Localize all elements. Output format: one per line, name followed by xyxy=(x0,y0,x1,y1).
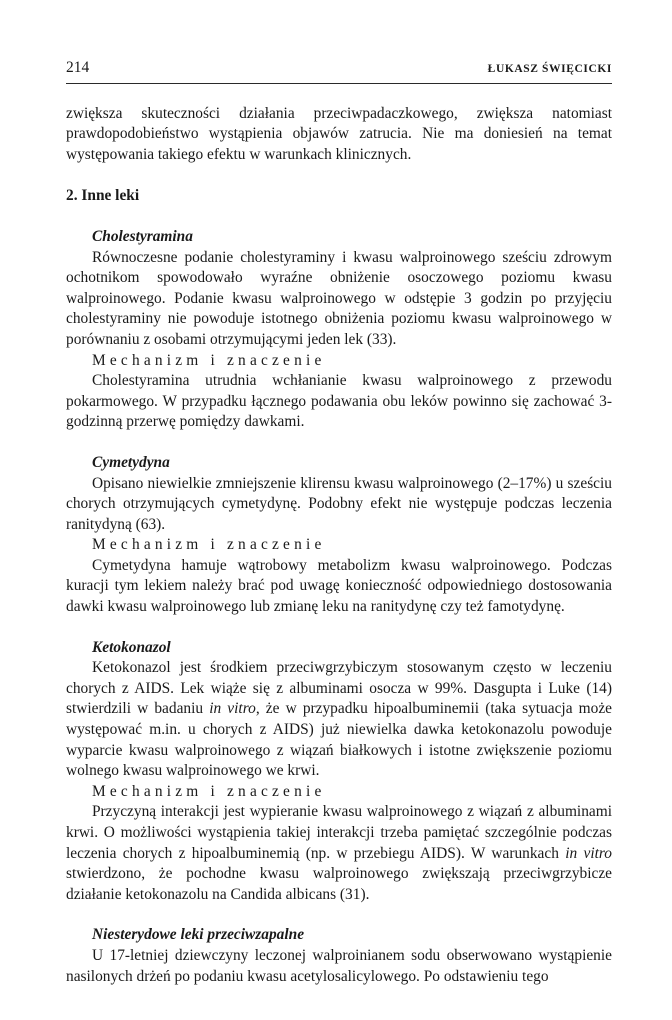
subsection-nlpz xyxy=(66,925,612,987)
section-heading: 2. Inne leki xyxy=(66,187,140,205)
body-text: Przyczyną interakcji jest wypieranie kwasu walproinowego z wiązań z albuminami krwi. O możliwości wystąpienia takiej interakcji trzeba pamiętać szczególnie podczas leczenia chorych z hipoalbuminemią (np. w przebiegu AIDS). W warunkach xyxy=(66,803,612,862)
subsection-body: U 17-letniej dziewczyny leczonej walproinianem sodu obserwowano wystąpienie nasilonych drżeń po podaniu kwasu acetylosalicylowego. Po odstawieniu tego xyxy=(66,946,612,985)
body-text: stwierdzono, że pochodne kwasu walproinowego zwiększają przeciwgrzybicze działanie ketokonazolu na Candida albicans (31). xyxy=(66,865,612,903)
page-header xyxy=(66,58,612,84)
subsection-body: Opisano niewielkie zmniejszenie klirensu kwasu walproinowego (2–17%) u sześciu chorych otrzymujących cymetydynę. Podobny efekt nie występuje podczas leczenia ranitydyną (63). xyxy=(66,474,612,533)
mechanism-body: Cymetydyna hamuje wątrobowy metabolizm kwasu walproinowego. Podczas kuracji tym lekiem należy brać pod uwagę konieczność odpowiedniego dostosowania dawki kwasu walproinowego lub zmianę leku na ranitydynę czy też famotydynę. xyxy=(66,556,612,616)
mechanism-heading: Mechanizm i znaczenie xyxy=(92,782,326,800)
subsection-cymetydyna xyxy=(66,453,612,618)
intro-paragraph: zwiększa skuteczności działania przeciwpadaczkowego, zwiększa natomiast prawdopodobieństwo wystąpienia objawów zatrucia. Nie ma doniesień na temat występowania takiego efektu w warunkach klinicznych. xyxy=(66,104,612,163)
body-text: Ketokonazol jest środkiem przeciwgrzybiczym stosowanym często w leczeniu chorych z AIDS. Lek wiąże się z albuminami osocza w 99%. Dasgupta i Luke (14) stwierdzili w badaniu xyxy=(66,659,612,718)
subsection-title: Cholestyramina xyxy=(92,227,193,245)
latin-term: in vitro xyxy=(565,844,612,862)
subsection-title: Niesterydowe leki przeciwzapalne xyxy=(92,926,305,944)
page-number: 214 xyxy=(66,59,90,76)
subsection-cholestyramina xyxy=(66,227,612,433)
subsection-body: Równoczesne podanie cholestyraminy i kwasu walproinowego sześciu zdrowym ochotnikom spowodowało wyraźne obniżenie osoczowego poziomu kwasu walproinowego. Podanie kwasu walproinowego w odstępie 3 godzin po przyjęciu cholestyraminy nie powoduje istotnego obniżenia poziomu kwasu walproinowego w porównaniu z osobami otrzymującymi jeden lek (33). xyxy=(66,248,612,348)
mechanism-body: Cholestyramina utrudnia wchłanianie kwasu walproinowego z przewodu pokarmowego. W przypadku łącznego podawania obu leków powinno się zachować 3-godzinną przerwę pomiędzy dawkami. xyxy=(66,372,612,431)
subsection-body xyxy=(66,658,612,782)
subsection-title: Cymetydyna xyxy=(92,453,170,471)
body-text: , że w przypadku hipoalbuminemii (taka sytuacja może występować m.in. u chorych z AIDS) już niewielka dawka ketokonazolu powoduje wyparcie kwasu walproinowego z wiązań białkowych i istotne zwiększenie poziomu wolnego kwasu walproinowego we krwi. xyxy=(66,700,612,780)
latin-term: in vitro xyxy=(209,700,256,718)
mechanism-body xyxy=(66,802,612,905)
mechanism-heading: Mechanizm i znaczenie xyxy=(92,351,326,369)
subsection-ketokonazol xyxy=(66,638,612,906)
running-head: ŁUKASZ ŚWIĘCICKI xyxy=(487,63,612,75)
mechanism-heading: Mechanizm i znaczenie xyxy=(92,536,326,554)
subsection-title: Ketokonazol xyxy=(92,638,171,656)
